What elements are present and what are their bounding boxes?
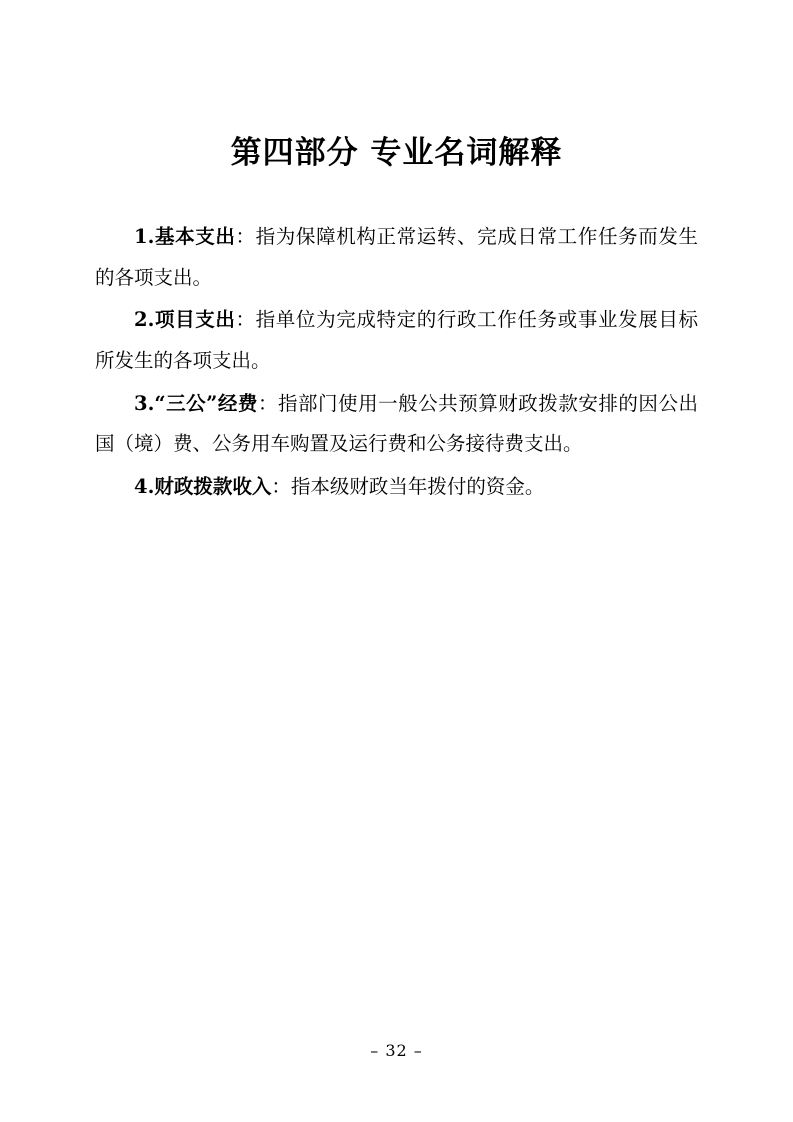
document-body — [95, 217, 698, 507]
definition-text-3: ：指部门使用一般公共预算财政拨款安排的因公出国（境）费、公务用车购置及运行费和公务接待费支出。 — [95, 391, 698, 456]
page-number: – 32 – — [370, 1041, 423, 1060]
definition-term-1: 1.基本支出 — [134, 225, 236, 249]
definition-term-2: 2.项目支出 — [134, 308, 236, 332]
definition-text-2: ：指单位为完成特定的行政工作任务或事业发展目标所发生的各项支出。 — [95, 308, 698, 373]
definition-paragraph-1 — [95, 217, 698, 298]
definition-paragraph-2 — [95, 300, 698, 381]
page-title: 第四部分 专业名词解释 — [230, 135, 563, 171]
definition-text-1: ：指为保障机构正常运转、完成日常工作任务而发生的各项支出。 — [95, 225, 698, 289]
definition-paragraph-3 — [95, 384, 698, 465]
definition-text-4: ：指本级财政当年拨付的资金。 — [271, 474, 545, 498]
definition-term-4: 4.财政拨款收入 — [134, 474, 272, 498]
definition-paragraph-4 — [95, 467, 698, 508]
definition-term-3: 3.“三公”经费 — [134, 391, 258, 415]
